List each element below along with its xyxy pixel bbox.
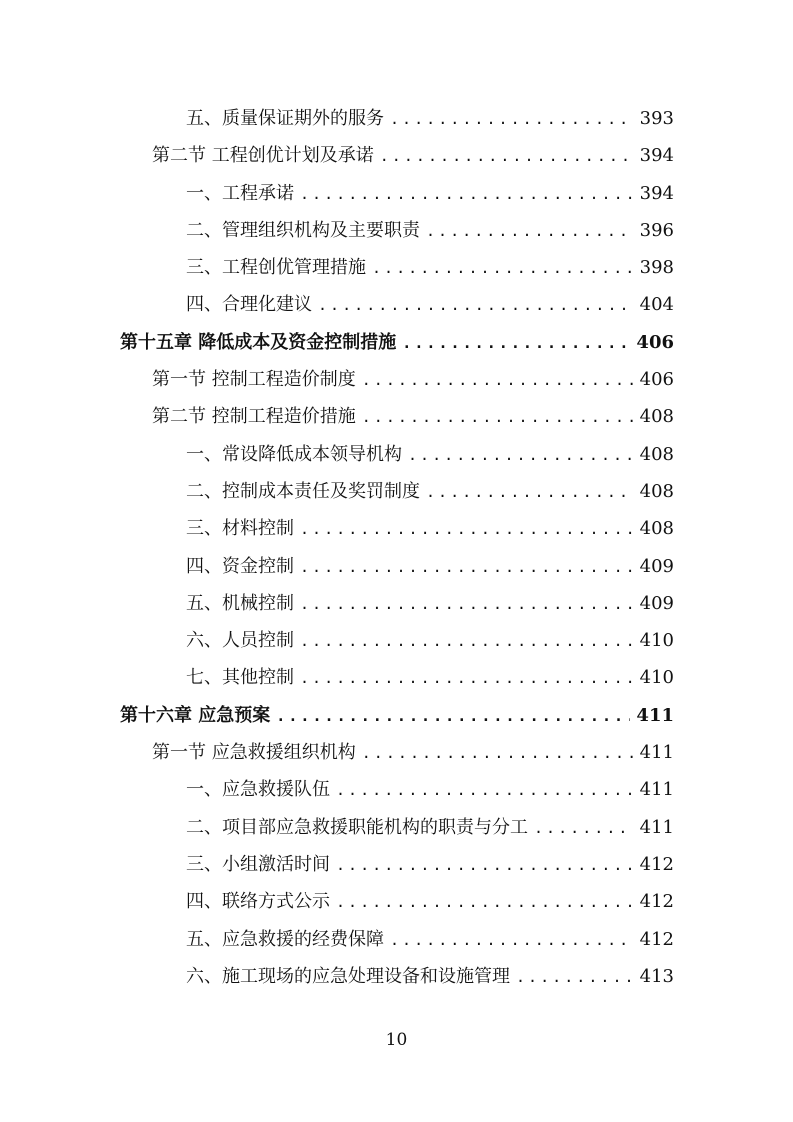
toc-entry-item[interactable] bbox=[120, 473, 674, 510]
toc-entry-page: 394 bbox=[639, 182, 674, 204]
toc-entry-title: 五、机械控制 bbox=[186, 592, 294, 614]
toc-entry-page: 409 bbox=[639, 592, 674, 614]
toc-entry-title: 四、资金控制 bbox=[186, 555, 294, 577]
dot-leader bbox=[362, 399, 634, 436]
dot-leader bbox=[318, 287, 634, 324]
toc-entry-title: 第二节 控制工程造价措施 bbox=[152, 406, 356, 428]
page-number: 10 bbox=[385, 1030, 408, 1050]
dot-leader bbox=[300, 660, 634, 697]
dot-leader bbox=[336, 847, 634, 884]
toc-entry-page: 412 bbox=[639, 928, 674, 950]
dot-leader bbox=[336, 884, 634, 921]
toc-entry-page: 408 bbox=[639, 480, 674, 502]
toc-entry-item[interactable] bbox=[120, 883, 674, 920]
toc-entry-page: 408 bbox=[639, 406, 674, 428]
toc-entry-item[interactable] bbox=[120, 510, 674, 547]
toc-entry-page: 408 bbox=[639, 443, 674, 465]
toc-entry-page: 409 bbox=[639, 555, 674, 577]
toc-entry-title: 四、联络方式公示 bbox=[186, 891, 330, 913]
toc-entry-item[interactable] bbox=[120, 771, 674, 808]
toc-entry-title: 六、人员控制 bbox=[186, 630, 294, 652]
toc-entry-page: 411 bbox=[636, 704, 674, 726]
dot-leader bbox=[362, 362, 634, 399]
toc-entry-page: 410 bbox=[639, 667, 674, 689]
toc-entry-item[interactable] bbox=[120, 436, 674, 473]
dot-leader bbox=[336, 772, 634, 809]
toc-entry-item[interactable] bbox=[120, 585, 674, 622]
toc-entry-page: 411 bbox=[639, 742, 674, 764]
toc-entry-title: 四、合理化建议 bbox=[186, 294, 312, 316]
toc-entry-item[interactable] bbox=[120, 548, 674, 585]
toc-entry-title: 一、工程承诺 bbox=[186, 182, 294, 204]
toc-entry-title: 五、应急救援的经费保障 bbox=[186, 928, 384, 950]
dot-leader bbox=[300, 549, 634, 586]
toc-entry-page: 406 bbox=[639, 369, 674, 391]
toc-entry-title: 二、控制成本责任及奖罚制度 bbox=[186, 480, 420, 502]
toc-entry-page: 410 bbox=[639, 630, 674, 652]
dot-leader bbox=[534, 810, 634, 847]
toc-entry-item[interactable] bbox=[120, 809, 674, 846]
toc-entry-page: 412 bbox=[639, 853, 674, 875]
dot-leader bbox=[276, 698, 630, 735]
toc-entry-title: 七、其他控制 bbox=[186, 667, 294, 689]
toc-entry-title: 第一节 控制工程造价制度 bbox=[152, 369, 356, 391]
toc-entry-page: 393 bbox=[639, 108, 674, 129]
toc-entry-title: 二、项目部应急救援职能机构的职责与分工 bbox=[186, 816, 528, 838]
toc-entry-page: 412 bbox=[639, 891, 674, 913]
toc-entry-title: 二、管理组织机构及主要职责 bbox=[186, 219, 420, 241]
toc-entry-item[interactable] bbox=[120, 175, 674, 212]
toc-entry-title: 第一节 应急救援组织机构 bbox=[152, 742, 356, 764]
toc-entry-item[interactable] bbox=[120, 212, 674, 249]
dot-leader bbox=[372, 250, 634, 287]
toc-entry-page: 396 bbox=[639, 219, 674, 241]
dot-leader bbox=[300, 623, 634, 660]
dot-leader bbox=[426, 474, 634, 511]
toc-entry-section[interactable] bbox=[120, 398, 674, 435]
toc-entry-item[interactable] bbox=[120, 846, 674, 883]
dot-leader bbox=[300, 586, 634, 623]
toc-entry-title: 一、应急救援队伍 bbox=[186, 779, 330, 801]
toc-entry-chapter[interactable] bbox=[120, 697, 674, 734]
toc-entry-chapter[interactable] bbox=[120, 324, 674, 361]
dot-leader bbox=[402, 325, 630, 362]
table-of-contents bbox=[120, 100, 674, 995]
toc-entry-item[interactable] bbox=[120, 286, 674, 323]
dot-leader bbox=[516, 959, 634, 996]
toc-entry-item[interactable] bbox=[120, 100, 674, 137]
toc-entry-page: 394 bbox=[639, 145, 674, 167]
dot-leader bbox=[380, 138, 634, 175]
dot-leader bbox=[408, 437, 634, 474]
toc-entry-page: 398 bbox=[639, 257, 674, 279]
dot-leader bbox=[426, 213, 634, 250]
dot-leader bbox=[390, 101, 634, 138]
toc-entry-title: 一、常设降低成本领导机构 bbox=[186, 443, 402, 465]
toc-entry-page: 408 bbox=[639, 518, 674, 540]
dot-leader bbox=[300, 511, 634, 548]
toc-entry-title: 三、工程创优管理措施 bbox=[186, 257, 366, 279]
toc-entry-page: 411 bbox=[639, 816, 674, 838]
toc-entry-section[interactable] bbox=[120, 734, 674, 771]
toc-entry-section[interactable] bbox=[120, 361, 674, 398]
toc-entry-item[interactable] bbox=[120, 659, 674, 696]
toc-entry-title: 第十六章 应急预案 bbox=[120, 704, 271, 726]
dot-leader bbox=[300, 176, 634, 213]
toc-entry-item[interactable] bbox=[120, 249, 674, 286]
toc-entry-item[interactable] bbox=[120, 958, 674, 995]
dot-leader bbox=[362, 735, 634, 772]
toc-entry-item[interactable] bbox=[120, 622, 674, 659]
toc-entry-section[interactable] bbox=[120, 137, 674, 174]
toc-entry-title: 三、小组激活时间 bbox=[186, 853, 330, 875]
toc-entry-page: 413 bbox=[639, 965, 674, 987]
toc-entry-item[interactable] bbox=[120, 921, 674, 958]
toc-entry-page: 404 bbox=[639, 294, 674, 316]
toc-entry-title: 三、材料控制 bbox=[186, 518, 294, 540]
toc-entry-page: 411 bbox=[639, 779, 674, 801]
toc-entry-page: 406 bbox=[636, 331, 674, 353]
dot-leader bbox=[390, 922, 634, 959]
toc-entry-title: 五、质量保证期外的服务 bbox=[186, 108, 384, 129]
toc-entry-title: 第十五章 降低成本及资金控制措施 bbox=[120, 331, 397, 353]
toc-entry-title: 第二节 工程创优计划及承诺 bbox=[152, 145, 374, 167]
toc-entry-title: 六、施工现场的应急处理设备和设施管理 bbox=[186, 965, 510, 987]
